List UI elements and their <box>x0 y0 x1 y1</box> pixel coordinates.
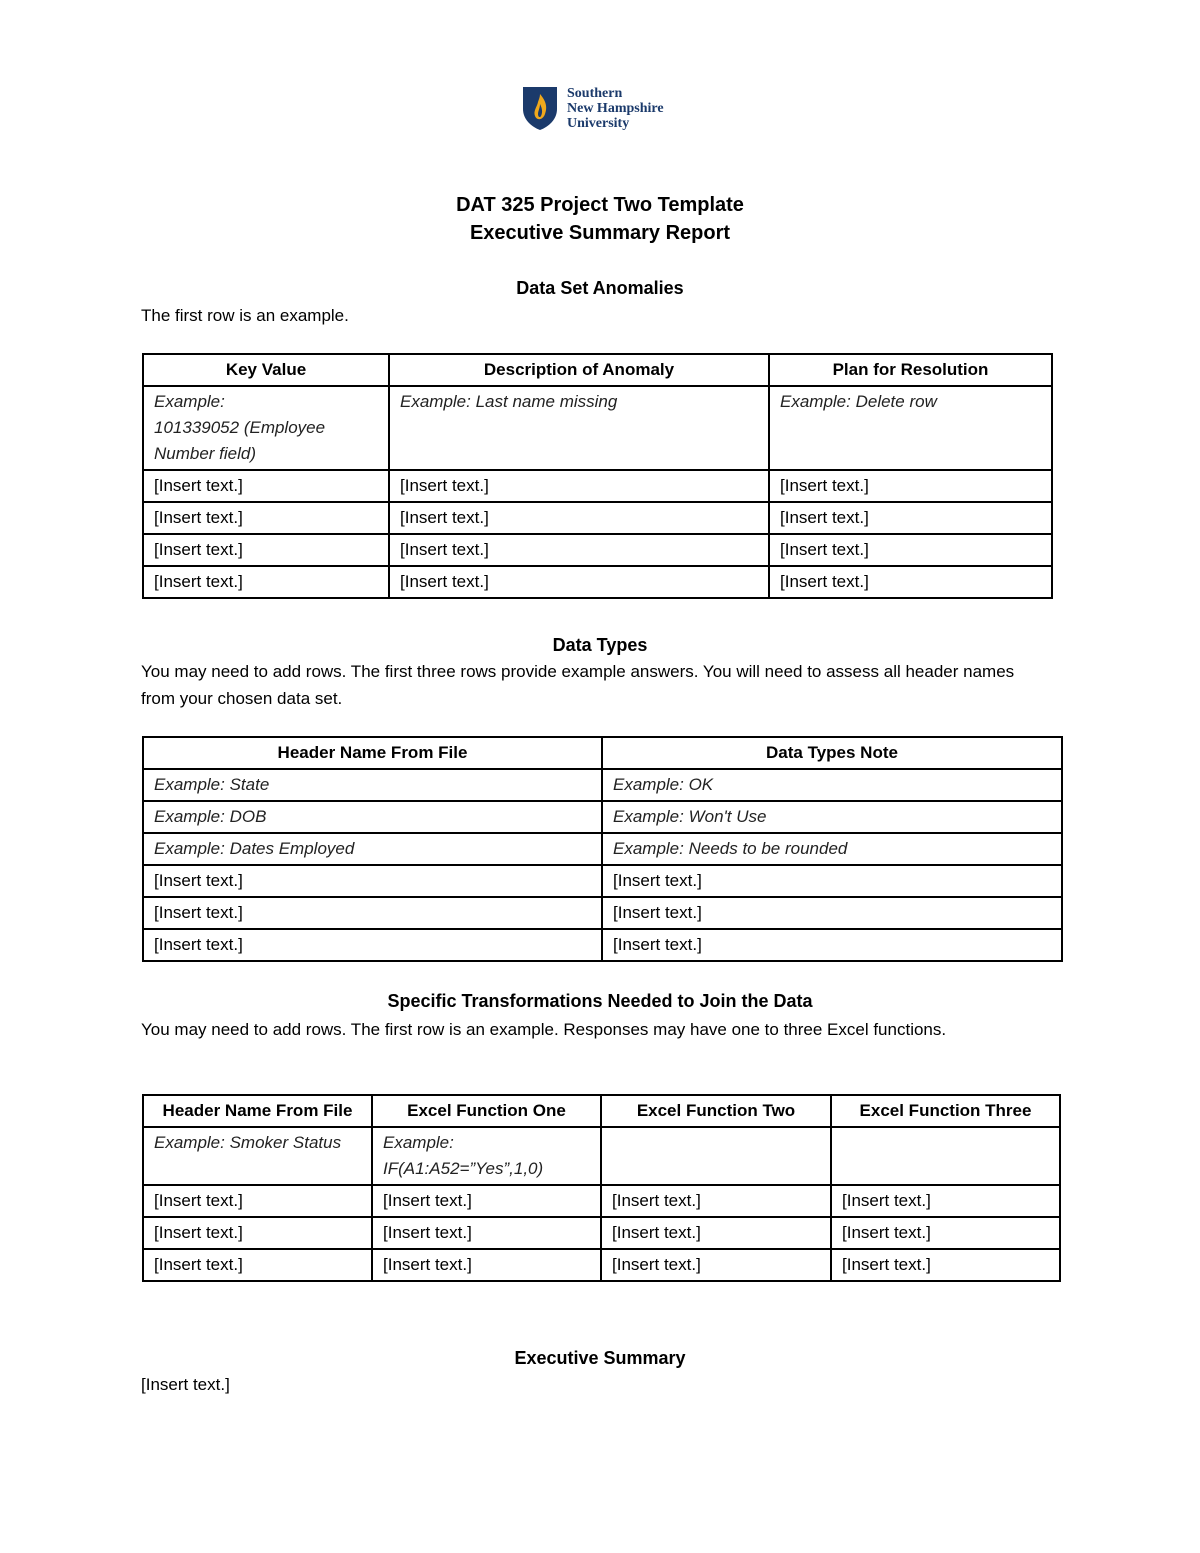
example-cell[interactable]: Example: State <box>143 769 602 801</box>
example-row <box>143 1127 1060 1185</box>
table-row <box>143 1249 1060 1281</box>
column-header: Excel Function Two <box>601 1095 831 1127</box>
university-logo <box>521 84 691 132</box>
table-cell[interactable]: [Insert text.] <box>372 1217 601 1249</box>
example-cell[interactable]: Example: IF(A1:A52=”Yes”,1,0) <box>372 1127 601 1185</box>
document-title: DAT 325 Project Two Template <box>456 194 744 216</box>
table-cell[interactable]: [Insert text.] <box>769 470 1052 502</box>
table-cell[interactable]: [Insert text.] <box>389 566 769 598</box>
data-types-heading: Data Types <box>552 635 648 655</box>
transformations-table <box>142 1094 1061 1282</box>
table-header-row <box>143 737 1062 769</box>
table-cell[interactable]: [Insert text.] <box>143 929 602 961</box>
table-cell[interactable]: [Insert text.] <box>389 470 769 502</box>
table-cell[interactable]: [Insert text.] <box>769 502 1052 534</box>
table-cell[interactable]: [Insert text.] <box>601 1249 831 1281</box>
column-header: Data Types Note <box>602 737 1062 769</box>
shield-flame-icon <box>521 85 559 131</box>
table-row <box>143 1217 1060 1249</box>
logo-line-2: New Hampshire <box>567 100 664 116</box>
column-header: Header Name From File <box>143 737 602 769</box>
example-row <box>143 386 1052 470</box>
table-cell[interactable]: [Insert text.] <box>372 1185 601 1217</box>
table-cell[interactable]: [Insert text.] <box>143 865 602 897</box>
example-cell[interactable]: Example: OK <box>602 769 1062 801</box>
example-cell[interactable]: Example: 101339052 (Employee Number field) <box>143 386 389 470</box>
anomalies-intro: The first row is an example. <box>141 306 349 325</box>
example-cell[interactable] <box>831 1127 1060 1185</box>
example-row <box>143 833 1062 865</box>
column-header: Header Name From File <box>143 1095 372 1127</box>
table-row <box>143 1185 1060 1217</box>
example-cell[interactable] <box>601 1127 831 1185</box>
table-cell[interactable]: [Insert text.] <box>143 1217 372 1249</box>
data-types-table <box>142 736 1063 962</box>
transformations-heading: Specific Transformations Needed to Join the Data <box>387 991 813 1011</box>
column-header: Description of Anomaly <box>389 354 769 386</box>
table-cell[interactable]: [Insert text.] <box>602 865 1062 897</box>
example-cell[interactable]: Example: Dates Employed <box>143 833 602 865</box>
example-cell[interactable]: Example: Delete row <box>769 386 1052 470</box>
table-row <box>143 929 1062 961</box>
column-header: Plan for Resolution <box>769 354 1052 386</box>
table-cell[interactable]: [Insert text.] <box>769 566 1052 598</box>
executive-summary-body[interactable]: [Insert text.] <box>141 1375 230 1394</box>
table-cell[interactable]: [Insert text.] <box>831 1217 1060 1249</box>
example-cell[interactable]: Example: Needs to be rounded <box>602 833 1062 865</box>
column-header: Key Value <box>143 354 389 386</box>
data-types-intro: You may need to add rows. The first three rows provide example answers. You will need to assess all header names from your chosen data set. <box>141 662 1015 708</box>
table-row <box>143 865 1062 897</box>
table-header-row <box>143 1095 1060 1127</box>
table-cell[interactable]: [Insert text.] <box>831 1249 1060 1281</box>
table-cell[interactable]: [Insert text.] <box>143 1185 372 1217</box>
table-cell[interactable]: [Insert text.] <box>601 1217 831 1249</box>
table-header-row <box>143 354 1052 386</box>
example-cell[interactable]: Example: DOB <box>143 801 602 833</box>
table-row <box>143 502 1052 534</box>
example-row <box>143 801 1062 833</box>
column-header: Excel Function One <box>372 1095 601 1127</box>
table-cell[interactable]: [Insert text.] <box>143 470 389 502</box>
logo-wordmark <box>567 86 664 131</box>
table-cell[interactable]: [Insert text.] <box>143 897 602 929</box>
table-row <box>143 566 1052 598</box>
table-cell[interactable]: [Insert text.] <box>602 897 1062 929</box>
logo-line-3: University <box>567 115 630 131</box>
table-cell[interactable]: [Insert text.] <box>143 534 389 566</box>
table-row <box>143 534 1052 566</box>
table-cell[interactable]: [Insert text.] <box>831 1185 1060 1217</box>
column-header: Excel Function Three <box>831 1095 1060 1127</box>
table-cell[interactable]: [Insert text.] <box>143 502 389 534</box>
anomalies-table <box>142 353 1053 599</box>
table-cell[interactable]: [Insert text.] <box>389 502 769 534</box>
example-cell[interactable]: Example: Smoker Status <box>143 1127 372 1185</box>
logo-line-1: Southern <box>567 85 623 101</box>
table-row <box>143 470 1052 502</box>
table-row <box>143 897 1062 929</box>
table-cell[interactable]: [Insert text.] <box>601 1185 831 1217</box>
transformations-intro: You may need to add rows. The first row is an example. Responses may have one to three Excel functions. <box>141 1020 947 1039</box>
document-subtitle: Executive Summary Report <box>469 222 731 244</box>
anomalies-heading: Data Set Anomalies <box>516 278 684 298</box>
table-cell[interactable]: [Insert text.] <box>143 1249 372 1281</box>
table-cell[interactable]: [Insert text.] <box>769 534 1052 566</box>
table-cell[interactable]: [Insert text.] <box>372 1249 601 1281</box>
table-cell[interactable]: [Insert text.] <box>143 566 389 598</box>
example-cell[interactable]: Example: Last name missing <box>389 386 769 470</box>
executive-summary-heading: Executive Summary <box>514 1348 686 1368</box>
table-cell[interactable]: [Insert text.] <box>389 534 769 566</box>
example-row <box>143 769 1062 801</box>
example-cell[interactable]: Example: Won't Use <box>602 801 1062 833</box>
table-cell[interactable]: [Insert text.] <box>602 929 1062 961</box>
